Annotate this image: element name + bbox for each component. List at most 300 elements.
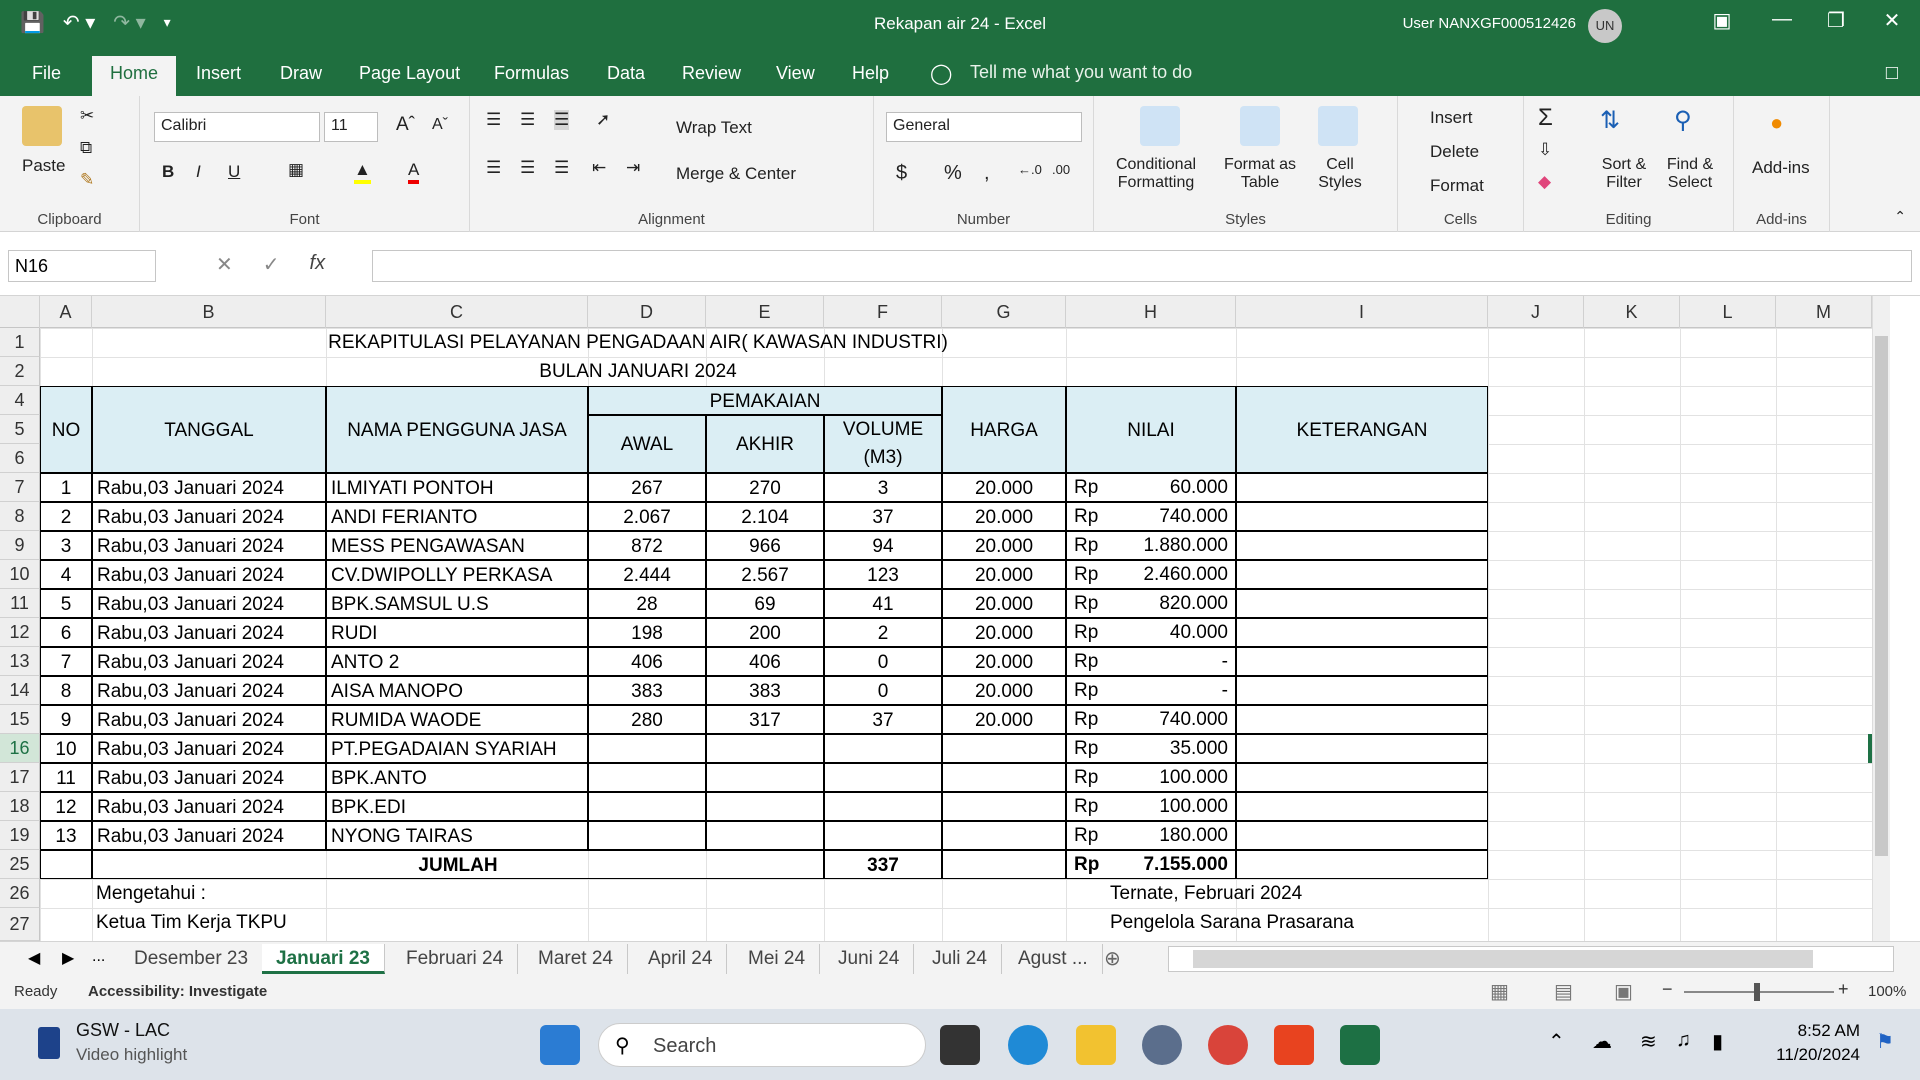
- header-no[interactable]: NO: [40, 386, 92, 473]
- formula-input[interactable]: [372, 250, 1912, 282]
- cell-harga[interactable]: 20.000: [942, 531, 1066, 560]
- sheet-tab[interactable]: Mei 24: [734, 944, 820, 974]
- cell-volume[interactable]: [824, 821, 942, 850]
- decrease-indent-icon[interactable]: ⇤: [592, 158, 607, 177]
- header-tanggal[interactable]: TANGGAL: [92, 386, 326, 473]
- cell-nilai[interactable]: 2.460.000: [1143, 564, 1228, 585]
- row-header[interactable]: 26: [0, 879, 40, 908]
- row-header[interactable]: 16: [0, 734, 40, 763]
- column-header[interactable]: H: [1066, 296, 1236, 328]
- paste-icon[interactable]: [22, 106, 62, 146]
- cell-akhir[interactable]: 406: [706, 647, 824, 676]
- row-header[interactable]: 9: [0, 531, 40, 560]
- cell-akhir[interactable]: 966: [706, 531, 824, 560]
- cell-rp[interactable]: Rp: [1074, 477, 1099, 498]
- cell-keterangan[interactable]: [1236, 560, 1488, 589]
- cell-nilai[interactable]: 820.000: [1159, 593, 1228, 614]
- total-nilai[interactable]: 7.155.000: [1143, 854, 1228, 875]
- wrap-text-button[interactable]: Wrap Text: [676, 118, 752, 137]
- header-harga[interactable]: HARGA: [942, 386, 1066, 473]
- column-header[interactable]: A: [40, 296, 92, 328]
- cell-awal[interactable]: 383: [588, 676, 706, 705]
- worksheet-grid[interactable]: [0, 296, 1890, 941]
- cell-awal[interactable]: [588, 792, 706, 821]
- autosum-icon[interactable]: Σ: [1538, 104, 1553, 131]
- cell-keterangan[interactable]: [1236, 792, 1488, 821]
- cell-volume[interactable]: 0: [824, 647, 942, 676]
- cell-keterangan[interactable]: [1236, 647, 1488, 676]
- close-icon[interactable]: ✕: [1883, 10, 1901, 32]
- cell-akhir[interactable]: 2.104: [706, 502, 824, 531]
- sort-filter-button[interactable]: Sort & Filter: [1601, 156, 1647, 191]
- total-rp[interactable]: Rp: [1074, 854, 1100, 875]
- row-header[interactable]: 25: [0, 850, 40, 879]
- cell-tanggal[interactable]: Rabu,03 Januari 2024: [92, 531, 326, 560]
- cell-keterangan[interactable]: [1236, 502, 1488, 531]
- sheet-title[interactable]: REKAPITULASI PELAYANAN PENGADAAN AIR( KAWASAN INDUSTRI): [328, 332, 948, 353]
- cell-nama[interactable]: NYONG TAIRAS: [326, 821, 588, 850]
- ribbon-display-icon[interactable]: ▣: [1712, 10, 1732, 32]
- app-icon[interactable]: [1142, 1025, 1182, 1065]
- zoom-level[interactable]: 100%: [1868, 983, 1907, 1000]
- undo-icon[interactable]: ↶ ▾: [62, 12, 96, 34]
- excel-taskbar-icon[interactable]: [1340, 1025, 1380, 1065]
- row-header[interactable]: 13: [0, 647, 40, 676]
- percent-icon[interactable]: %: [944, 162, 962, 184]
- total-no[interactable]: [40, 850, 92, 879]
- cell-volume[interactable]: 2: [824, 618, 942, 647]
- cell-no[interactable]: 11: [40, 763, 92, 792]
- total-keterangan[interactable]: [1236, 850, 1488, 879]
- cell-nilai[interactable]: 740.000: [1159, 506, 1228, 527]
- paste-button[interactable]: Paste: [22, 156, 66, 175]
- cell-rp[interactable]: Rp: [1074, 738, 1099, 759]
- tab-file[interactable]: File: [32, 63, 62, 83]
- cell-awal[interactable]: 406: [588, 647, 706, 676]
- cell-harga[interactable]: 20.000: [942, 618, 1066, 647]
- file-explorer-icon[interactable]: [1076, 1025, 1116, 1065]
- enter-icon[interactable]: ✓: [262, 254, 280, 276]
- cell-akhir[interactable]: [706, 763, 824, 792]
- sort-filter-icon[interactable]: ⇅: [1600, 107, 1621, 134]
- column-header[interactable]: J: [1488, 296, 1584, 328]
- column-header[interactable]: E: [706, 296, 824, 328]
- cell-awal[interactable]: [588, 763, 706, 792]
- cell-akhir[interactable]: 200: [706, 618, 824, 647]
- tab-review[interactable]: Review: [682, 63, 742, 83]
- zoom-in-icon[interactable]: +: [1838, 979, 1849, 999]
- notification-icon[interactable]: ⚑: [1876, 1031, 1894, 1053]
- office-icon[interactable]: [1274, 1025, 1314, 1065]
- cell-volume[interactable]: 41: [824, 589, 942, 618]
- sheet-tab[interactable]: April 24: [634, 944, 727, 974]
- cell-harga[interactable]: 20.000: [942, 589, 1066, 618]
- cell-styles-button[interactable]: Cell Styles: [1318, 156, 1362, 191]
- header-nilai[interactable]: NILAI: [1066, 386, 1236, 473]
- orientation-icon[interactable]: ➚: [596, 110, 611, 129]
- sheet-tab[interactable]: Juli 24: [918, 944, 1002, 974]
- cell-tanggal[interactable]: Rabu,03 Januari 2024: [92, 763, 326, 792]
- zoom-slider[interactable]: [1684, 991, 1834, 993]
- sheet-tab[interactable]: Februari 24: [392, 944, 518, 974]
- row-header[interactable]: 15: [0, 705, 40, 734]
- cell-tanggal[interactable]: Rabu,03 Januari 2024: [92, 734, 326, 763]
- cell-rp[interactable]: Rp: [1074, 506, 1099, 527]
- cell-no[interactable]: 2: [40, 502, 92, 531]
- cell-tanggal[interactable]: Rabu,03 Januari 2024: [92, 560, 326, 589]
- insert-cells-button[interactable]: Insert: [1430, 108, 1473, 127]
- row-header[interactable]: 27: [0, 908, 40, 941]
- row-header[interactable]: 17: [0, 763, 40, 792]
- footer-ketua[interactable]: Ketua Tim Kerja TKPU: [96, 912, 287, 933]
- cell-tanggal[interactable]: Rabu,03 Januari 2024: [92, 821, 326, 850]
- cell-nilai[interactable]: -: [1221, 680, 1228, 701]
- align-left-icon[interactable]: ☰: [486, 158, 502, 177]
- cell-harga[interactable]: [942, 792, 1066, 821]
- row-header[interactable]: 1: [0, 328, 40, 357]
- tab-draw[interactable]: Draw: [280, 63, 323, 83]
- cell-harga[interactable]: [942, 763, 1066, 792]
- cell-volume[interactable]: [824, 734, 942, 763]
- borders-icon[interactable]: ▦: [288, 160, 305, 179]
- edge-icon[interactable]: [1008, 1025, 1048, 1065]
- cell-tanggal[interactable]: Rabu,03 Januari 2024: [92, 676, 326, 705]
- cell-nilai[interactable]: 740.000: [1159, 709, 1228, 730]
- cell-harga[interactable]: 20.000: [942, 502, 1066, 531]
- cell-nama[interactable]: CV.DWIPOLLY PERKASA: [326, 560, 588, 589]
- tab-formulas[interactable]: Formulas: [494, 63, 570, 83]
- fill-color-icon[interactable]: ▲: [354, 160, 371, 184]
- wifi-icon[interactable]: ≋: [1640, 1031, 1657, 1053]
- format-as-table-button[interactable]: Format as Table: [1223, 156, 1296, 191]
- align-right-icon[interactable]: ☰: [554, 158, 570, 177]
- cell-tanggal[interactable]: Rabu,03 Januari 2024: [92, 473, 326, 502]
- sheet-tab[interactable]: Desember 23: [120, 944, 263, 974]
- cell-nama[interactable]: BPK.EDI: [326, 792, 588, 821]
- cell-volume[interactable]: 37: [824, 705, 942, 734]
- cell-no[interactable]: 5: [40, 589, 92, 618]
- total-label[interactable]: JUMLAH: [92, 850, 824, 879]
- format-as-table-icon[interactable]: [1240, 106, 1280, 146]
- cell-rp[interactable]: Rp: [1074, 651, 1099, 672]
- new-sheet-icon[interactable]: ⊕: [1104, 948, 1121, 970]
- collapse-ribbon-icon[interactable]: ⌃: [1894, 208, 1906, 224]
- prev-sheet-icon[interactable]: ◀: [28, 950, 41, 967]
- sheet-tab[interactable]: Juni 24: [824, 944, 914, 974]
- task-view-icon[interactable]: [940, 1025, 980, 1065]
- footer-kota[interactable]: Ternate, Februari 2024: [1110, 883, 1303, 904]
- cell-rp[interactable]: Rp: [1074, 709, 1099, 730]
- cell-tanggal[interactable]: Rabu,03 Januari 2024: [92, 618, 326, 647]
- cell-rp[interactable]: Rp: [1074, 825, 1099, 846]
- cell-rp[interactable]: Rp: [1074, 593, 1099, 614]
- column-header[interactable]: G: [942, 296, 1066, 328]
- cell-akhir[interactable]: [706, 821, 824, 850]
- cell-harga[interactable]: 20.000: [942, 473, 1066, 502]
- cell-akhir[interactable]: [706, 734, 824, 763]
- cell-harga[interactable]: 20.000: [942, 647, 1066, 676]
- restore-icon[interactable]: ❐: [1827, 10, 1845, 32]
- page-layout-view-icon[interactable]: ▤: [1554, 981, 1573, 1003]
- tell-me-search[interactable]: Tell me what you want to do: [970, 62, 1193, 82]
- cell-rp[interactable]: Rp: [1074, 622, 1099, 643]
- cell-nilai[interactable]: 180.000: [1159, 825, 1228, 846]
- sheet-tab[interactable]: Maret 24: [524, 944, 628, 974]
- addins-button[interactable]: Add-ins: [1752, 158, 1810, 177]
- show-hidden-icons[interactable]: ⌃: [1548, 1031, 1565, 1053]
- cell-no[interactable]: 4: [40, 560, 92, 589]
- widget-title[interactable]: GSW - LAC: [76, 1020, 171, 1040]
- row-header[interactable]: 5: [0, 415, 40, 444]
- increase-decimal-icon[interactable]: ←.0: [1018, 162, 1042, 177]
- cell-akhir[interactable]: 270: [706, 473, 824, 502]
- cell-no[interactable]: 7: [40, 647, 92, 676]
- cell-akhir[interactable]: 2.567: [706, 560, 824, 589]
- cloud-icon[interactable]: ☁: [1592, 1031, 1612, 1053]
- cell-akhir[interactable]: 317: [706, 705, 824, 734]
- clock-time[interactable]: 8:52 AM: [1797, 1021, 1860, 1040]
- column-header[interactable]: L: [1680, 296, 1776, 328]
- conditional-formatting-button[interactable]: Conditional Formatting: [1115, 156, 1197, 191]
- cell-volume[interactable]: [824, 792, 942, 821]
- cell-keterangan[interactable]: [1236, 473, 1488, 502]
- cut-icon[interactable]: ✂: [80, 106, 95, 125]
- cell-awal[interactable]: 2.067: [588, 502, 706, 531]
- cell-rp[interactable]: Rp: [1074, 535, 1099, 556]
- cell-akhir[interactable]: 69: [706, 589, 824, 618]
- cell-nama[interactable]: ANTO 2: [326, 647, 588, 676]
- page-break-view-icon[interactable]: ▣: [1614, 981, 1633, 1003]
- merge-center-button[interactable]: Merge & Center: [676, 164, 796, 183]
- fill-icon[interactable]: ⇩: [1538, 140, 1553, 159]
- cell-nilai[interactable]: 40.000: [1169, 622, 1228, 643]
- cell-tanggal[interactable]: Rabu,03 Januari 2024: [92, 705, 326, 734]
- decrease-decimal-icon[interactable]: .00: [1052, 162, 1071, 177]
- cell-harga[interactable]: 20.000: [942, 705, 1066, 734]
- column-header[interactable]: B: [92, 296, 326, 328]
- cell-no[interactable]: 8: [40, 676, 92, 705]
- cell-tanggal[interactable]: Rabu,03 Januari 2024: [92, 589, 326, 618]
- find-select-button[interactable]: Find & Select: [1666, 156, 1714, 191]
- cell-akhir[interactable]: 383: [706, 676, 824, 705]
- footer-pengelola[interactable]: Pengelola Sarana Prasarana: [1110, 912, 1355, 933]
- row-header[interactable]: 14: [0, 676, 40, 705]
- normal-view-icon[interactable]: ▦: [1490, 981, 1509, 1003]
- align-middle-icon[interactable]: ☰: [520, 110, 536, 129]
- header-pemakaian[interactable]: PEMAKAIAN: [588, 386, 942, 415]
- delete-cells-button[interactable]: Delete: [1430, 142, 1480, 161]
- customize-qat-icon[interactable]: ▾: [163, 14, 171, 30]
- comma-icon[interactable]: ,: [984, 162, 990, 184]
- taskbar-search[interactable]: [598, 1023, 926, 1067]
- decrease-font-icon[interactable]: Aˇ: [432, 116, 448, 133]
- cell-keterangan[interactable]: [1236, 734, 1488, 763]
- tab-page-layout[interactable]: Page Layout: [359, 63, 461, 83]
- horizontal-scrollbar[interactable]: [1168, 946, 1894, 972]
- cell-rp[interactable]: Rp: [1074, 796, 1099, 817]
- cell-tanggal[interactable]: Rabu,03 Januari 2024: [92, 792, 326, 821]
- cell-nama[interactable]: MESS PENGAWASAN: [326, 531, 588, 560]
- cell-nilai[interactable]: -: [1221, 651, 1228, 672]
- bold-button[interactable]: B: [162, 162, 175, 181]
- cell-nama[interactable]: ILMIYATI PONTOH: [326, 473, 588, 502]
- addins-icon[interactable]: ●: [1770, 110, 1784, 135]
- find-select-icon[interactable]: ⚲: [1674, 107, 1692, 134]
- total-volume[interactable]: 337: [824, 850, 942, 879]
- cell-keterangan[interactable]: [1236, 763, 1488, 792]
- cell-harga[interactable]: [942, 734, 1066, 763]
- cell-no[interactable]: 10: [40, 734, 92, 763]
- row-header[interactable]: 11: [0, 589, 40, 618]
- select-all-corner[interactable]: [0, 296, 40, 328]
- row-header[interactable]: 8: [0, 502, 40, 531]
- header-volume[interactable]: VOLUME (M3): [824, 415, 942, 473]
- header-nama[interactable]: NAMA PENGGUNA JASA: [326, 386, 588, 473]
- cell-no[interactable]: 3: [40, 531, 92, 560]
- cell-keterangan[interactable]: [1236, 531, 1488, 560]
- cell-no[interactable]: 9: [40, 705, 92, 734]
- column-header[interactable]: M: [1776, 296, 1872, 328]
- row-header[interactable]: 6: [0, 444, 40, 473]
- volume-icon[interactable]: ♫: [1676, 1029, 1691, 1051]
- cell-keterangan[interactable]: [1236, 705, 1488, 734]
- cell-tanggal[interactable]: Rabu,03 Januari 2024: [92, 647, 326, 676]
- underline-button[interactable]: U: [228, 162, 241, 181]
- windows-start-icon[interactable]: [540, 1025, 580, 1065]
- column-header[interactable]: I: [1236, 296, 1488, 328]
- row-header[interactable]: 18: [0, 792, 40, 821]
- cell-harga[interactable]: 20.000: [942, 676, 1066, 705]
- cell-nama[interactable]: RUDI: [326, 618, 588, 647]
- cell-volume[interactable]: 3: [824, 473, 942, 502]
- cell-no[interactable]: 13: [40, 821, 92, 850]
- currency-icon[interactable]: $: [896, 162, 908, 184]
- header-akhir[interactable]: AKHIR: [706, 415, 824, 473]
- format-cells-button[interactable]: Format: [1430, 176, 1484, 195]
- redo-icon[interactable]: ↷ ▾: [113, 12, 146, 34]
- row-header[interactable]: 12: [0, 618, 40, 647]
- sheet-subtitle[interactable]: BULAN JANUARI 2024: [539, 361, 737, 382]
- cell-nama[interactable]: BPK.SAMSUL U.S: [326, 589, 588, 618]
- cell-styles-icon[interactable]: [1318, 106, 1358, 146]
- next-sheet-icon[interactable]: ▶: [62, 950, 75, 967]
- cell-harga[interactable]: 20.000: [942, 560, 1066, 589]
- number-format-select[interactable]: General: [886, 112, 1082, 142]
- comments-icon[interactable]: □: [1885, 62, 1898, 84]
- cell-volume[interactable]: 123: [824, 560, 942, 589]
- tab-view[interactable]: View: [776, 63, 815, 83]
- cell-awal[interactable]: 2.444: [588, 560, 706, 589]
- total-harga[interactable]: [942, 850, 1066, 879]
- tab-help[interactable]: Help: [852, 63, 890, 83]
- column-header[interactable]: C: [326, 296, 588, 328]
- italic-button[interactable]: I: [196, 162, 201, 181]
- cell-rp[interactable]: Rp: [1074, 564, 1099, 585]
- cell-rp[interactable]: Rp: [1074, 680, 1099, 701]
- zoom-out-icon[interactable]: −: [1662, 979, 1673, 999]
- cell-keterangan[interactable]: [1236, 676, 1488, 705]
- more-sheets-icon[interactable]: ...: [92, 948, 106, 965]
- tab-insert[interactable]: Insert: [196, 63, 242, 83]
- tab-data[interactable]: Data: [607, 63, 646, 83]
- cell-awal[interactable]: 28: [588, 589, 706, 618]
- h-scrollbar-thumb[interactable]: [1193, 950, 1813, 968]
- cell-no[interactable]: 6: [40, 618, 92, 647]
- tab-home[interactable]: Home: [92, 56, 176, 96]
- column-header[interactable]: F: [824, 296, 942, 328]
- format-painter-icon[interactable]: ✎: [80, 170, 95, 189]
- font-name-select[interactable]: Calibri: [154, 112, 320, 142]
- footer-mengetahui[interactable]: Mengetahui :: [96, 883, 206, 904]
- cell-awal[interactable]: 267: [588, 473, 706, 502]
- cell-rp[interactable]: Rp: [1074, 767, 1099, 788]
- vertical-scrollbar[interactable]: [1872, 296, 1890, 941]
- cell-nama[interactable]: AISA MANOPO: [326, 676, 588, 705]
- row-header[interactable]: 19: [0, 821, 40, 850]
- row-header[interactable]: 10: [0, 560, 40, 589]
- save-icon[interactable]: 💾: [20, 12, 45, 34]
- cell-volume[interactable]: [824, 763, 942, 792]
- cell-nama[interactable]: ANDI FERIANTO: [326, 502, 588, 531]
- cell-keterangan[interactable]: [1236, 821, 1488, 850]
- row-header[interactable]: 2: [0, 357, 40, 386]
- row-header[interactable]: 7: [0, 473, 40, 502]
- sheet-tab-active[interactable]: Januari 23: [262, 944, 385, 974]
- cell-nama[interactable]: BPK.ANTO: [326, 763, 588, 792]
- cell-awal[interactable]: [588, 734, 706, 763]
- copy-icon[interactable]: ⧉: [80, 138, 93, 157]
- chrome-icon[interactable]: [1208, 1025, 1248, 1065]
- cell-awal[interactable]: 198: [588, 618, 706, 647]
- cell-nilai[interactable]: 1.880.000: [1143, 535, 1228, 556]
- scrollbar-thumb[interactable]: [1875, 336, 1888, 856]
- row-header[interactable]: 4: [0, 386, 40, 415]
- cell-awal[interactable]: 280: [588, 705, 706, 734]
- cell-volume[interactable]: 37: [824, 502, 942, 531]
- cell-awal[interactable]: [588, 821, 706, 850]
- clear-icon[interactable]: ◆: [1538, 172, 1552, 191]
- cancel-icon[interactable]: ✕: [216, 254, 233, 276]
- increase-indent-icon[interactable]: ⇥: [626, 158, 641, 177]
- minimize-icon[interactable]: —: [1772, 8, 1792, 30]
- zoom-slider-thumb[interactable]: [1754, 983, 1760, 1001]
- cell-no[interactable]: 12: [40, 792, 92, 821]
- align-center-icon[interactable]: ☰: [520, 158, 536, 177]
- header-keterangan[interactable]: KETERANGAN: [1236, 386, 1488, 473]
- user-name[interactable]: User NANXGF000512426: [1402, 15, 1576, 32]
- sheet-tab[interactable]: Agust ...: [1004, 944, 1103, 974]
- column-header[interactable]: D: [588, 296, 706, 328]
- font-size-select[interactable]: 11: [324, 112, 378, 142]
- column-header[interactable]: K: [1584, 296, 1680, 328]
- cell-nama[interactable]: RUMIDA WAODE: [326, 705, 588, 734]
- cell-nilai[interactable]: 100.000: [1159, 796, 1228, 817]
- cell-keterangan[interactable]: [1236, 618, 1488, 647]
- align-bottom-icon[interactable]: ☰: [554, 110, 570, 129]
- cell-no[interactable]: 1: [40, 473, 92, 502]
- avatar[interactable]: UN: [1588, 9, 1622, 43]
- header-awal[interactable]: AWAL: [588, 415, 706, 473]
- fx-icon[interactable]: fx: [309, 252, 326, 274]
- cell-akhir[interactable]: [706, 792, 824, 821]
- accessibility-status[interactable]: Accessibility: Investigate: [88, 983, 268, 1000]
- align-top-icon[interactable]: ☰: [486, 110, 502, 129]
- font-color-icon[interactable]: A: [408, 160, 419, 184]
- battery-icon[interactable]: ▮: [1712, 1031, 1724, 1053]
- cell-harga[interactable]: [942, 821, 1066, 850]
- name-box[interactable]: N16: [8, 250, 156, 282]
- conditional-formatting-icon[interactable]: [1140, 106, 1180, 146]
